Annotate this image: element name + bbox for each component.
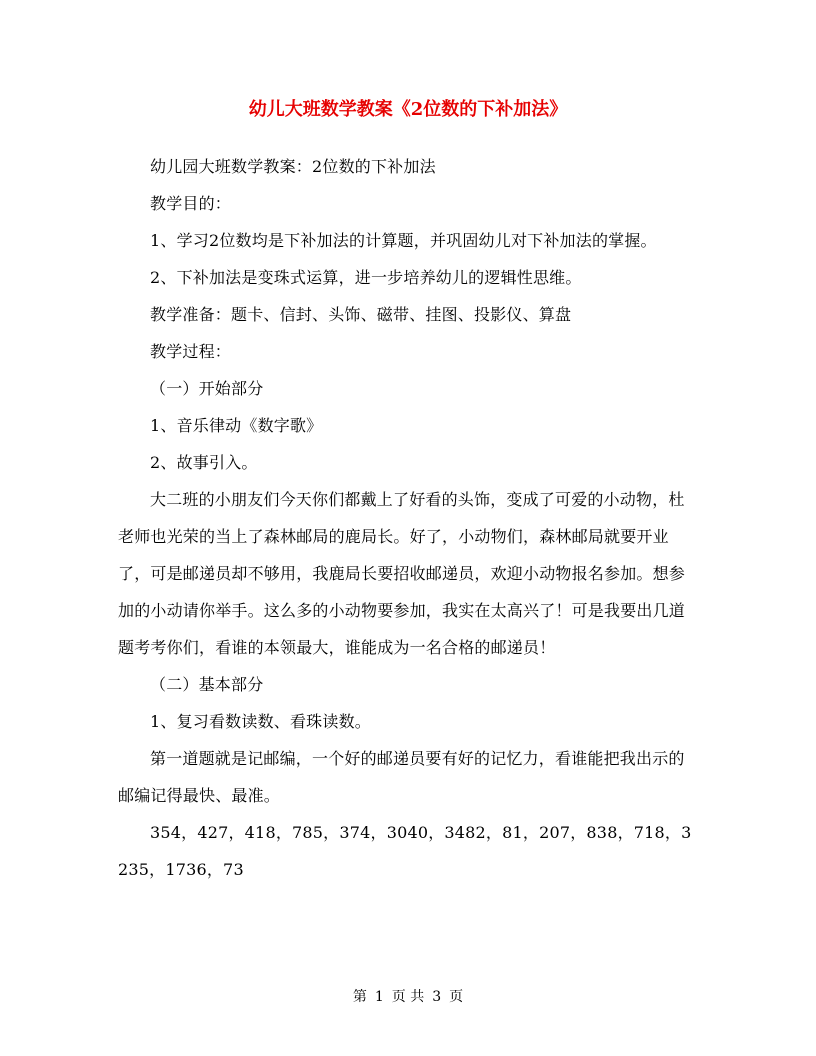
paragraph-postcodes: 354，427，418，785，374，3040，3482，81，207，838，718，3235，1736，73 [118, 823, 692, 879]
paragraph-step-2: 2、故事引入。 [150, 453, 258, 472]
paragraph-step-1: 1、音乐律动《数字歌》 [150, 416, 323, 435]
document-title: 幼儿大班数学教案《2位数的下补加法》 [248, 99, 568, 120]
paragraph-review: 1、复习看数读数、看珠读数。 [150, 712, 371, 731]
paragraph-section-2: （二）基本部分 [150, 675, 264, 694]
paragraph-first-question: 第一道题就是记邮编，一个好的邮递员要有好的记忆力，看谁能把我出示的邮编记得最快、最准。 [118, 749, 685, 805]
paragraph-story: 大二班的小朋友们今天你们都戴上了好看的头饰，变成了可爱的小动物，杜老师也光荣的当上了森林邮局的鹿局长。好了，小动物们，森林邮局就要开业了，可是邮递员却不够用，我鹿局长要招收邮递员，欢迎小动物报名参加。想参加的小动请你举手。这么多的小动物要参加，我实在太高兴了！可是我要出几道题考考你们，看谁的本领最大，谁能成为一名合格的邮递员！ [118, 490, 686, 657]
footer-middle: 页 共 [391, 989, 425, 1005]
document-body [118, 148, 698, 888]
footer-prefix: 第 [352, 989, 367, 1005]
footer-total-pages: 3 [432, 989, 442, 1005]
paragraph-section-1: （一）开始部分 [150, 379, 264, 398]
footer-suffix: 页 [449, 989, 464, 1005]
page-footer [0, 987, 816, 1007]
paragraph-process-heading: 教学过程： [150, 342, 232, 361]
paragraph-objective-2: 2、下补加法是变珠式运算，进一步培养幼儿的逻辑性思维。 [150, 268, 582, 287]
paragraph-preparation: 教学准备：题卡、信封、头饰、磁带、挂图、投影仪、算盘 [150, 305, 572, 324]
paragraph-intro: 幼儿园大班数学教案：2位数的下补加法 [150, 157, 436, 176]
paragraph-objective-heading: 教学目的： [150, 194, 232, 213]
footer-page-number: 1 [374, 989, 384, 1005]
paragraph-objective-1: 1、学习2位数均是下补加法的计算题，并巩固幼儿对下补加法的掌握。 [150, 231, 657, 250]
